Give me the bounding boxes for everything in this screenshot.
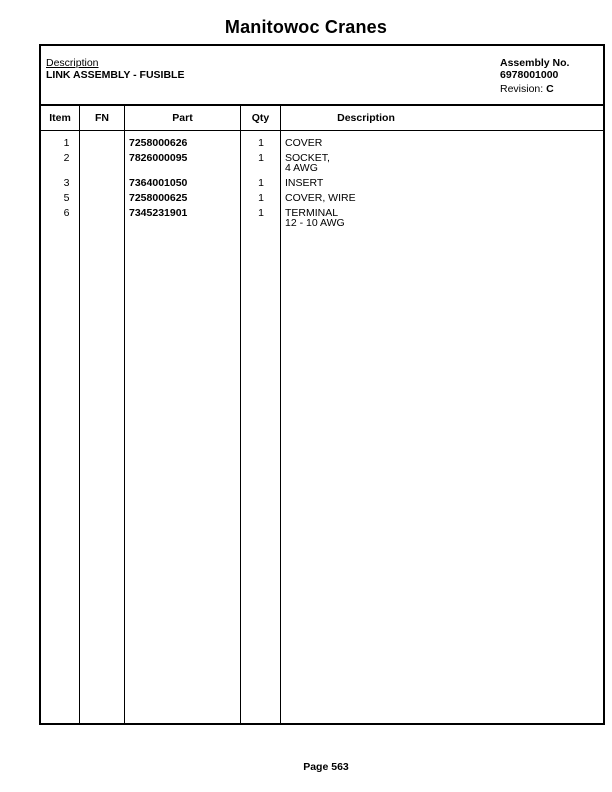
- column-header-fn: FN: [95, 112, 109, 124]
- page-number: Page 563: [303, 761, 349, 773]
- row-qty: 1: [258, 137, 264, 149]
- row-description-line: 12 - 10 AWG: [285, 217, 345, 229]
- row-item: 2: [63, 152, 70, 164]
- row-qty: 1: [258, 152, 264, 164]
- table-header: [41, 106, 603, 131]
- revision-value: C: [546, 83, 554, 95]
- column-header-item: Item: [49, 112, 71, 124]
- column-header-qty: Qty: [251, 112, 270, 124]
- row-item: 6: [63, 207, 70, 219]
- column-header-part: Part: [172, 112, 193, 124]
- row-description-line: COVER: [285, 137, 323, 149]
- row-description: [285, 153, 330, 173]
- description-label: Description: [46, 57, 99, 69]
- row-qty: 1: [258, 207, 264, 219]
- row-item: 3: [63, 177, 70, 189]
- row-item: 1: [63, 137, 70, 149]
- row-part: 7826000095: [129, 152, 188, 164]
- row-description: [285, 193, 356, 203]
- parts-list-frame: [39, 44, 605, 725]
- row-description-line: TERMINAL: [285, 207, 339, 219]
- assembly-number-label: Assembly No.: [500, 57, 570, 69]
- row-part: 7345231901: [129, 207, 188, 219]
- description-value: LINK ASSEMBLY - FUSIBLE: [46, 69, 185, 81]
- column-header-description: Description: [337, 112, 395, 124]
- row-description-line: COVER, WIRE: [285, 192, 356, 204]
- row-part: 7364001050: [129, 177, 188, 189]
- row-part: 7258000626: [129, 137, 188, 149]
- row-item: 5: [63, 192, 70, 204]
- row-description: [285, 178, 323, 188]
- row-description: [285, 208, 345, 228]
- row-description-line: 4 AWG: [285, 162, 318, 174]
- revision: [500, 83, 554, 95]
- row-description-line: INSERT: [285, 177, 324, 189]
- assembly-number-value: 6978001000: [500, 69, 559, 81]
- row-description-line: SOCKET,: [285, 152, 330, 164]
- column-divider: [124, 106, 125, 723]
- revision-label: Revision:: [500, 83, 544, 95]
- row-qty: 1: [258, 192, 264, 204]
- assembly-header: [41, 46, 603, 106]
- page-title: Manitowoc Cranes: [224, 17, 388, 37]
- row-part: 7258000625: [129, 192, 188, 204]
- row-description: [285, 138, 322, 148]
- row-qty: 1: [258, 177, 264, 189]
